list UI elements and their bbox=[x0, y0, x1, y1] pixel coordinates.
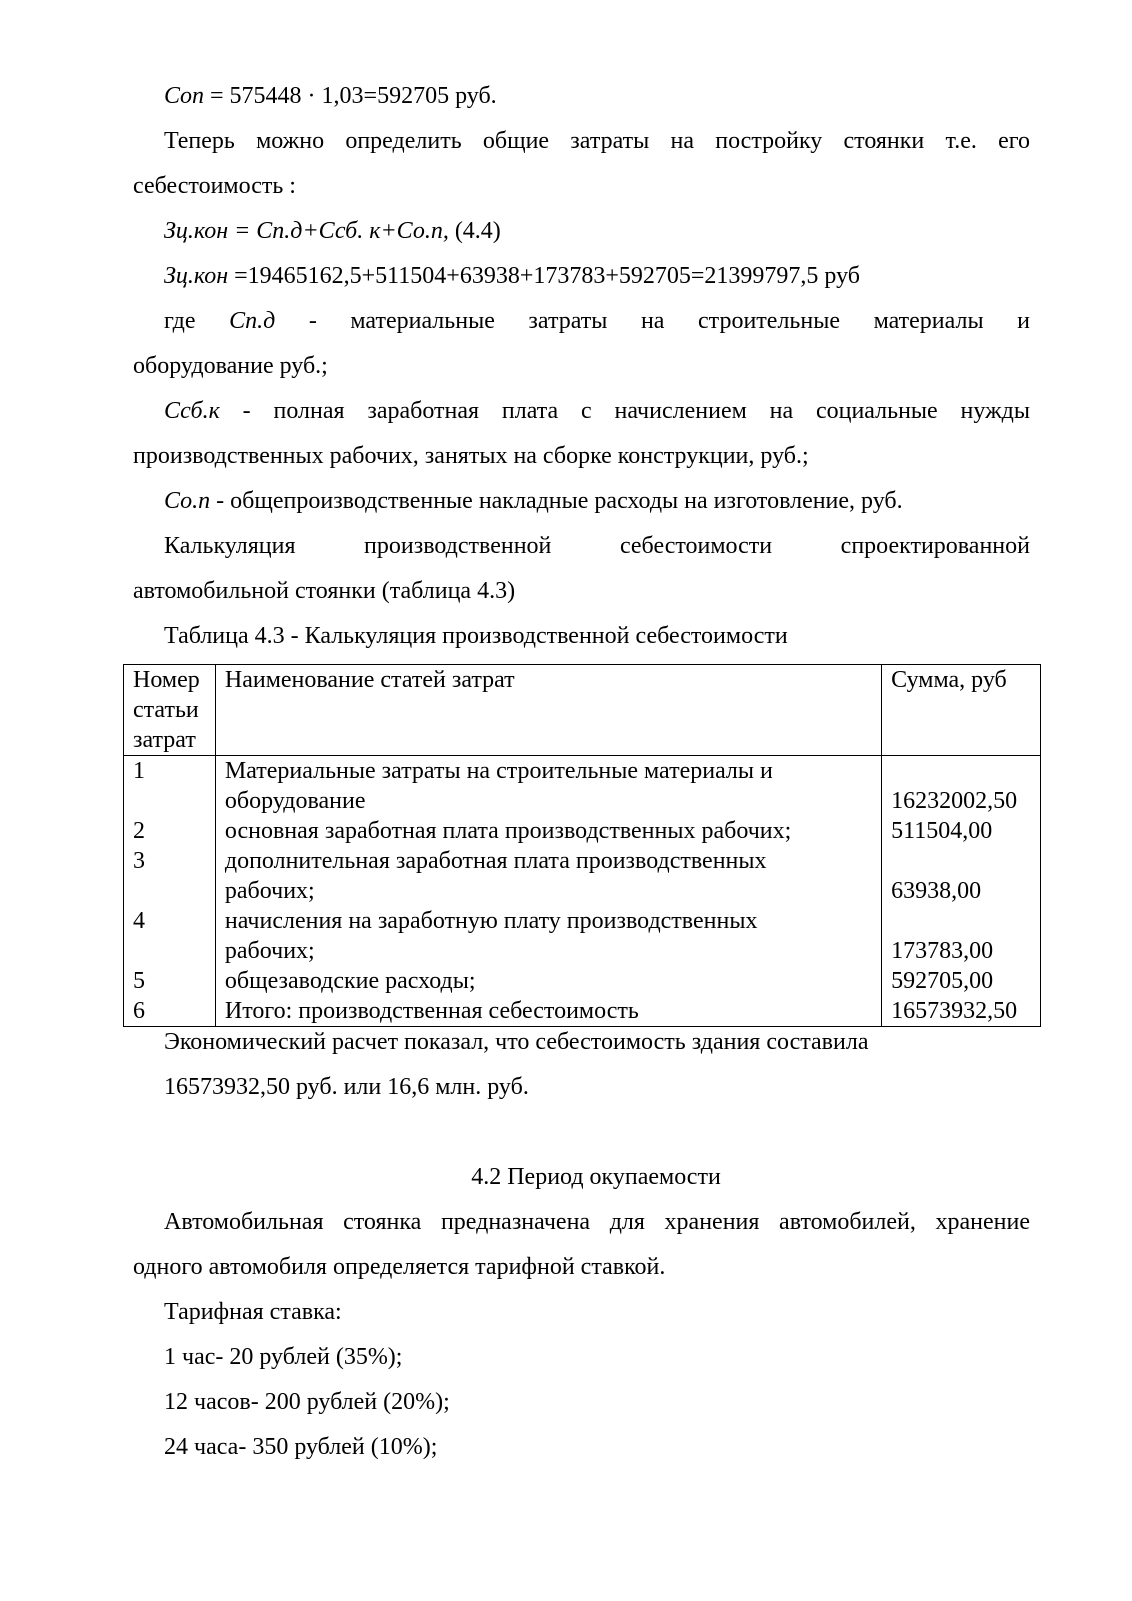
table-row-name: рабочих; bbox=[224, 878, 315, 904]
equation-con: Con = 575448 · 1,03=592705 руб. bbox=[164, 83, 497, 109]
tariff-item: 24 часа- 350 рублей (10%); bbox=[164, 1434, 438, 1460]
table-row-number: 4 bbox=[133, 908, 145, 934]
definition-ssb-line2: производственных рабочих, занятых на сборке конструкции, руб.; bbox=[133, 443, 809, 469]
table-row-name: оборудование bbox=[224, 788, 366, 814]
table-body bbox=[124, 756, 1041, 1027]
definition-spd-line1: где Сп.д - материальные затраты на строительные материалы и bbox=[164, 308, 1030, 334]
table-row-name: общезаводские расходы; bbox=[224, 968, 476, 994]
formula-4-4: Зц.кон = Сп.д+Ссб. к+Со.п, (4.4) bbox=[164, 218, 501, 244]
table-row-number: 3 bbox=[133, 848, 145, 874]
tariff-item: 1 час- 20 рублей (35%); bbox=[164, 1344, 403, 1370]
table-row-name: основная заработная плата производственных рабочих; bbox=[224, 818, 792, 844]
paragraph-calculation-line2: автомобильной стоянки (таблица 4.3) bbox=[133, 578, 516, 604]
table-row-number: 6 bbox=[133, 998, 145, 1024]
table-row-sum: 16573932,50 bbox=[891, 998, 1018, 1024]
table-row-number: 1 bbox=[133, 758, 145, 784]
variable-con: Con bbox=[164, 83, 205, 109]
formula-calculation: Зц.кон =19465162,5+511504+63938+173783+592705=21399797,5 руб bbox=[164, 263, 861, 289]
column-names bbox=[215, 756, 881, 1027]
header-item-sum: Сумма, руб bbox=[882, 665, 1041, 756]
definition-sop: Со.п - общепроизводственные накладные расходы на изготовление, руб. bbox=[164, 488, 903, 514]
table-header-row bbox=[124, 665, 1041, 756]
paragraph-parking-line1: Автомобильная стоянка предназначена для хранения автомобилей, хранение bbox=[164, 1209, 1030, 1235]
table-row-sum: 16232002,50 bbox=[891, 788, 1018, 814]
table-row-name: рабочих; bbox=[224, 938, 315, 964]
table-row-sum: 592705,00 bbox=[891, 968, 994, 994]
table-row-sum: 511504,00 bbox=[891, 818, 993, 844]
tariff-title: Тарифная ставка: bbox=[164, 1299, 342, 1325]
table-row-name: дополнительная заработная плата производственных bbox=[224, 848, 767, 874]
paragraph-calculation-line1: Калькуляция производственной себестоимости спроектированной bbox=[164, 533, 1030, 559]
table-row-sum: 63938,00 bbox=[891, 878, 982, 904]
paragraph-total-cost-line1: Теперь можно определить общие затраты на постройку стоянки т.е. его bbox=[164, 128, 1030, 154]
table-row-number: 5 bbox=[133, 968, 145, 994]
table-caption: Таблица 4.3 - Калькуляция производственной себестоимости bbox=[164, 623, 788, 649]
conclusion-line2: 16573932,50 руб. или 16,6 млн. руб. bbox=[164, 1074, 529, 1100]
definition-spd-line2: оборудование руб.; bbox=[133, 353, 328, 379]
table-row-name: начисления на заработную плату производственных bbox=[224, 908, 758, 934]
section-heading: 4.2 Период окупаемости bbox=[471, 1164, 721, 1190]
definition-ssb-line1: Ссб.к - полная заработная плата с начислением на социальные нужды bbox=[164, 398, 1030, 424]
column-numbers bbox=[124, 756, 216, 1027]
paragraph-parking-line2: одного автомобиля определяется тарифной ставкой. bbox=[133, 1254, 666, 1280]
header-item-number: Номер статьи затрат bbox=[124, 665, 216, 756]
header-item-name: Наименование статей затрат bbox=[215, 665, 881, 756]
paragraph-total-cost-line2: себестоимость : bbox=[133, 173, 296, 199]
tariff-item: 12 часов- 200 рублей (20%); bbox=[164, 1389, 450, 1415]
table-row-sum: 173783,00 bbox=[891, 938, 994, 964]
column-sums bbox=[882, 756, 1041, 1027]
table-row-name: Итого: производственная себестоимость bbox=[224, 998, 639, 1024]
conclusion-line1: Экономический расчет показал, что себестоимость здания составила bbox=[164, 1029, 869, 1055]
table-row-name: Материальные затраты на строительные материалы и bbox=[224, 758, 773, 784]
cost-calculation-table bbox=[123, 664, 1041, 1027]
table-row-number: 2 bbox=[133, 818, 145, 844]
